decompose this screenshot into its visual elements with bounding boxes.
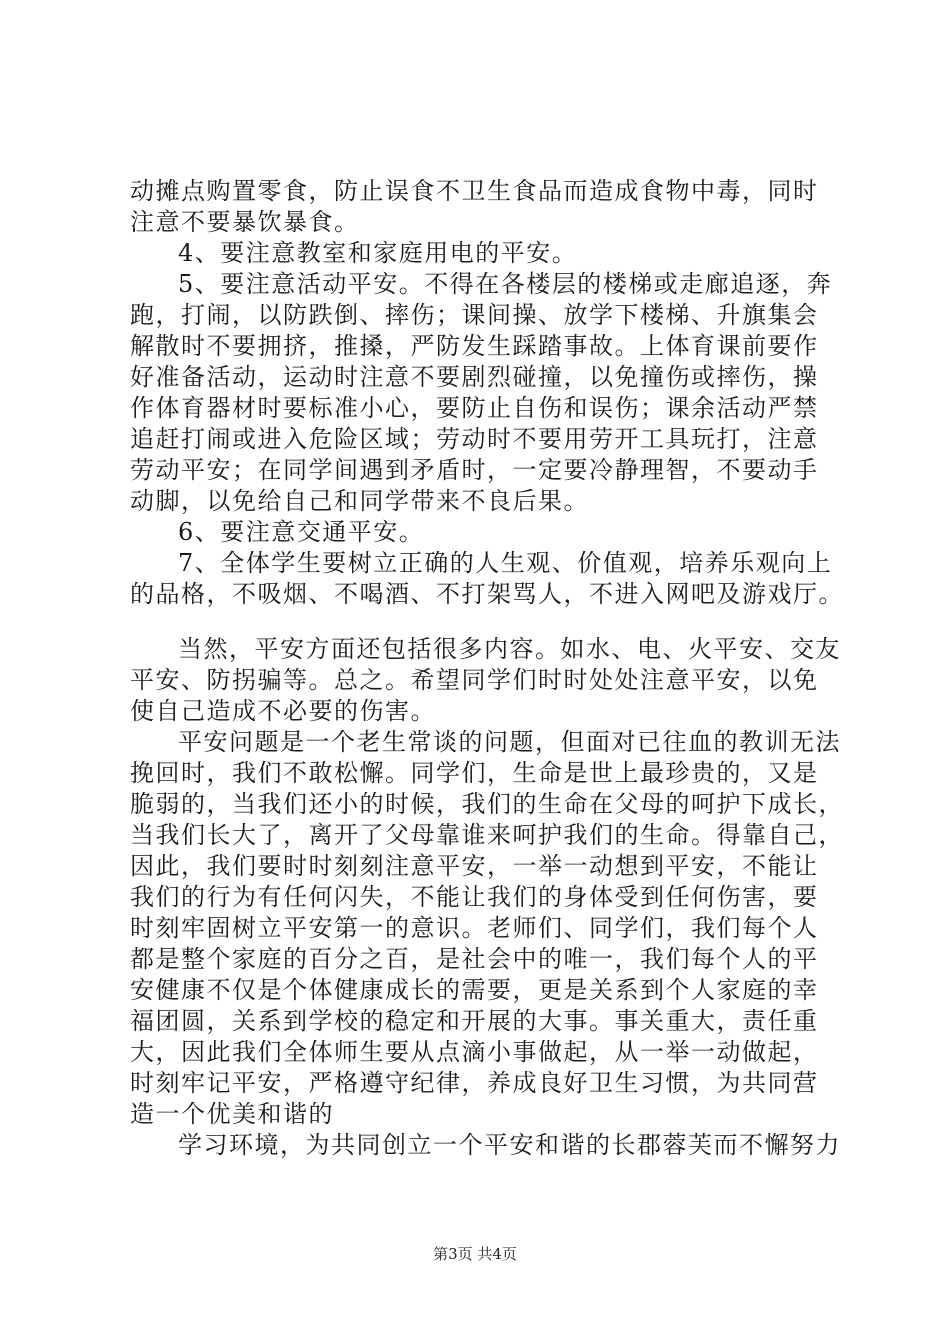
text-line: 好准备活动，运动时注意不要剧烈碰撞，以免撞伤或摔伤，操 <box>130 363 819 391</box>
text-line: 当我们长大了，离开了父母靠谁来呵护我们的生命。得靠自己， <box>130 821 844 849</box>
text-line: 学习环境，为共同创立一个平安和谐的长郡蓉芙而不懈努力 <box>178 1131 841 1159</box>
text-line: 脆弱的，当我们还小的时候，我们的生命在父母的呵护下成长， <box>130 790 844 818</box>
text-line: 7、全体学生要树立正确的人生观、价值观，培养乐观向上 <box>178 549 833 577</box>
text-line: 当然，平安方面还包括很多内容。如水、电、火平安、交友 <box>178 635 841 663</box>
text-line: 平安、防拐骗等。总之。希望同学们时时处处注意平安，以免 <box>130 666 819 694</box>
text-line: 的品格，不吸烟、不喝酒、不打架骂人，不进入网吧及游戏厅。 <box>130 580 844 608</box>
text-line: 追赶打闹或进入危险区域；劳动时不要用劳开工具玩打，注意 <box>130 425 819 453</box>
text-line: 作体育器材时要标准小心，要防止自伤和误伤；课余活动严禁 <box>130 394 819 422</box>
text-line: 6、要注意交通平安。 <box>178 518 425 546</box>
text-line: 5、要注意活动平安。不得在各楼层的楼梯或走廊追逐，奔 <box>178 270 833 298</box>
text-line: 动脚，以免给自己和同学带来不良后果。 <box>130 487 589 515</box>
text-line: 解散时不要拥挤，推搡，严防发生踩踏事故。上体育课前要作 <box>130 332 819 360</box>
text-line: 时刻牢固树立平安第一的意识。老师们、同学们，我们每个人 <box>130 914 819 942</box>
text-line: 动摊点购置零食，防止误食不卫生食品而造成食物中毒，同时 <box>130 177 819 205</box>
text-line: 跑，打闹，以防跌倒、摔伤；课间操、放学下楼梯、升旗集会 <box>130 301 819 329</box>
text-line: 挽回时，我们不敢松懈。同学们，生命是世上最珍贵的，又是 <box>130 759 819 787</box>
text-line: 注意不要暴饮暴食。 <box>130 208 360 236</box>
text-line: 劳动平安；在同学间遇到矛盾时，一定要冷静理智，不要动手 <box>130 456 819 484</box>
text-line: 使自己造成不必要的伤害。 <box>130 697 436 725</box>
text-line: 安健康不仅是个体健康成长的需要，更是关系到个人家庭的幸 <box>130 976 819 1004</box>
text-line: 时刻牢记平安，严格遵守纪律，养成良好卫生习惯，为共同营 <box>130 1069 819 1097</box>
text-line: 福团圆，关系到学校的稳定和开展的大事。事关重大，责任重 <box>130 1007 819 1035</box>
text-line: 我们的行为有任何闪失，不能让我们的身体受到任何伤害，要 <box>130 883 819 911</box>
text-line: 都是整个家庭的百分之百，是社会中的唯一，我们每个人的平 <box>130 945 819 973</box>
text-line: 大，因此我们全体师生要从点滴小事做起，从一举一动做起， <box>130 1038 819 1066</box>
text-line: 4、要注意教室和家庭用电的平安。 <box>178 239 578 267</box>
text-line: 因此，我们要时时刻刻注意平安，一举一动想到平安，不能让 <box>130 852 819 880</box>
text-line: 造一个优美和谐的 <box>130 1100 334 1128</box>
text-line: 平安问题是一个老生常谈的问题，但面对已往血的教训无法 <box>178 728 841 756</box>
page-number-footer: 第3页 共4页 <box>433 1245 517 1263</box>
